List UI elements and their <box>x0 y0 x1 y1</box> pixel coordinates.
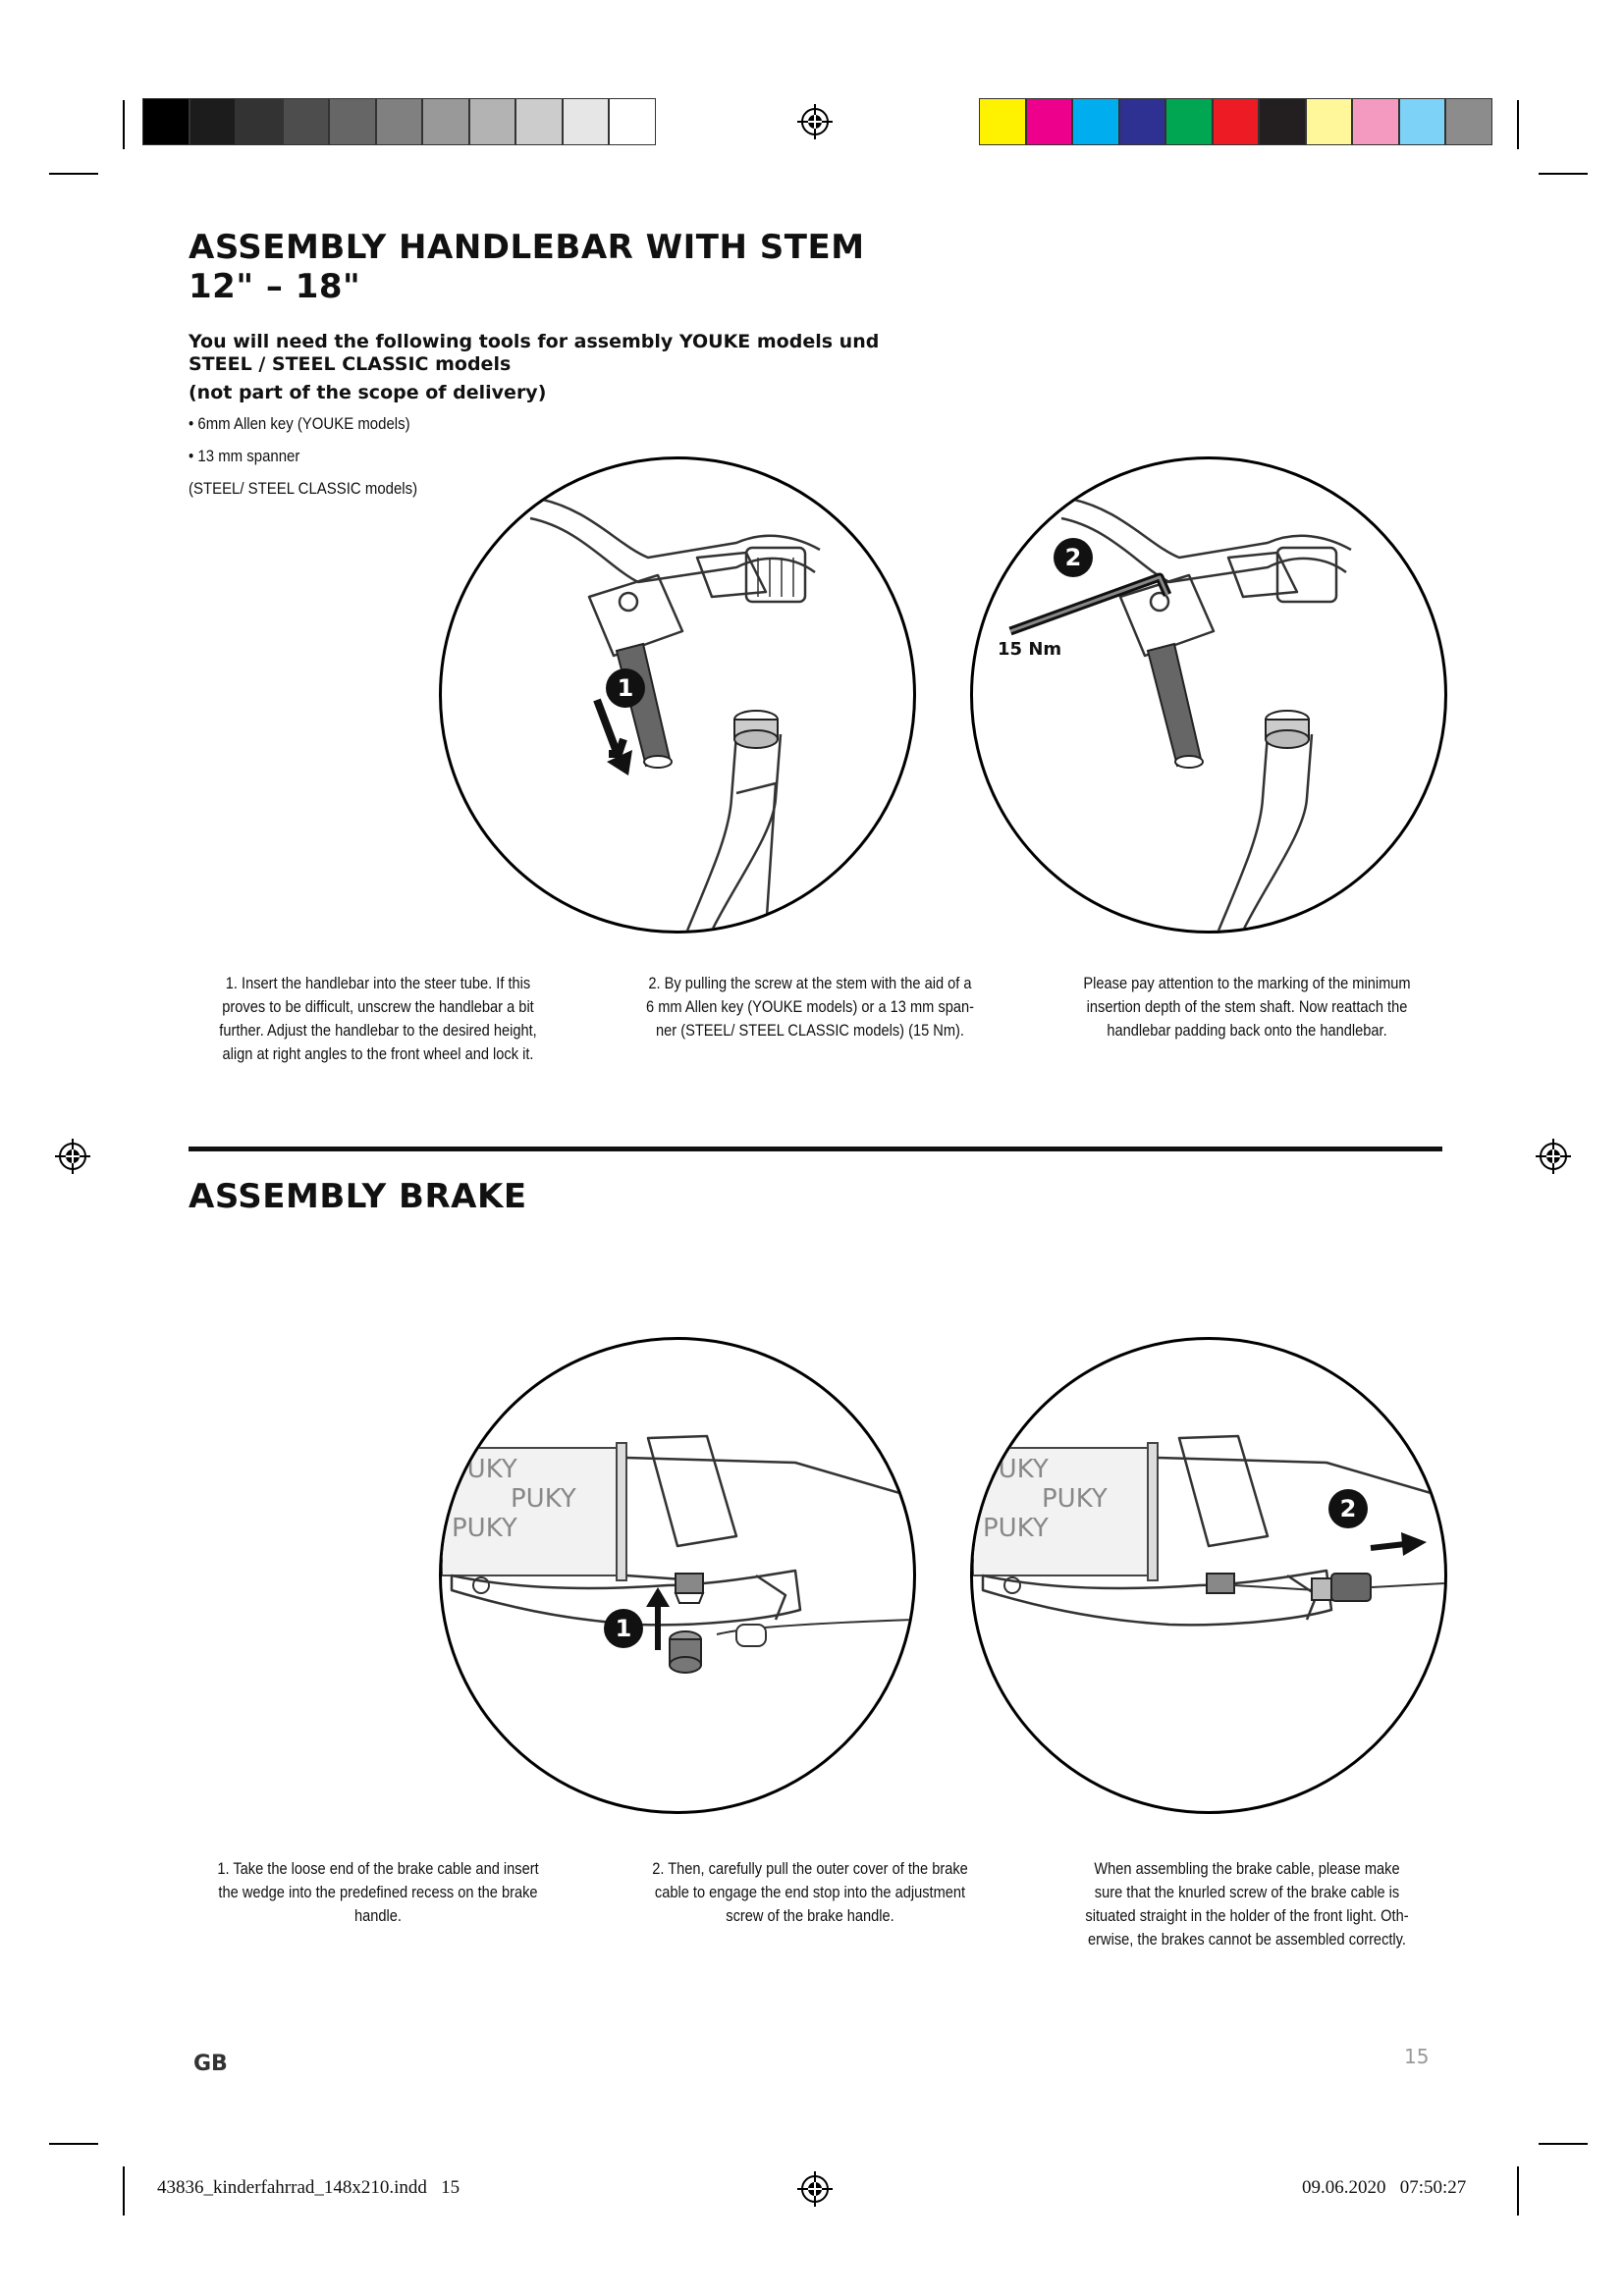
section-title-handlebar <box>189 228 1072 306</box>
torque-label: 15 Nm <box>998 639 1062 660</box>
gray-swatch <box>189 98 237 145</box>
illustration-insert-handlebar <box>439 456 916 934</box>
gray-swatch <box>563 98 610 145</box>
gray-swatch <box>329 98 376 145</box>
tool-item: • 6mm Allen key (YOUKE models) <box>189 414 410 433</box>
crop-mark <box>49 173 98 175</box>
title-size-range: 12" – 18" <box>189 267 361 306</box>
brake-lever-wedge-drawing <box>442 1340 913 1811</box>
color-swatch <box>1352 98 1399 145</box>
caption-line: proves to be difficult, unscrew the handlebar a bit <box>222 997 534 1016</box>
title-line: ASSEMBLY HANDLEBAR WITH STEM <box>189 228 865 267</box>
caption-line: When assembling the brake cable, please make <box>1094 1859 1400 1878</box>
gray-swatch <box>469 98 516 145</box>
grip-text: PUKY <box>983 1514 1049 1543</box>
color-swatch <box>1259 98 1306 145</box>
section-divider <box>189 1147 1442 1151</box>
handlebar-allen-key-drawing <box>973 459 1444 931</box>
grip-text: PUKY <box>452 1455 517 1484</box>
illustration-pull-cable <box>970 1337 1447 1814</box>
page-number: 15 <box>1404 2045 1430 2068</box>
language-label: GB <box>193 2052 228 2076</box>
tool-item: • 13 mm spanner <box>189 447 300 465</box>
tools-line: (not part of the scope of delivery) <box>189 382 547 403</box>
registration-mark-icon <box>797 2171 833 2207</box>
step-badge: 1 <box>606 668 645 708</box>
caption-line: the wedge into the predefined recess on the brake <box>218 1883 538 1901</box>
color-swatch <box>1072 98 1119 145</box>
tools-line: You will need the following tools for assembly YOUKE models und <box>189 331 880 352</box>
illustration-insert-wedge <box>439 1337 916 1814</box>
color-swatch <box>1306 98 1353 145</box>
registration-mark-icon <box>1536 1139 1571 1174</box>
gray-swatch <box>515 98 563 145</box>
caption-line: erwise, the brakes cannot be assembled correctly. <box>1088 1930 1406 1949</box>
tool-item: (STEEL/ STEEL CLASSIC models) <box>189 479 418 498</box>
color-swatch <box>1399 98 1446 145</box>
caption-line: align at right angles to the front wheel and lock it. <box>222 1044 534 1063</box>
caption-brake-note <box>1053 1857 1441 1951</box>
caption-line: handle. <box>354 1906 402 1925</box>
step-badge: 2 <box>1054 538 1093 577</box>
caption-step-2 <box>616 972 1004 1042</box>
color-swatch <box>1165 98 1213 145</box>
tools-line: STEEL / STEEL CLASSIC models <box>189 353 512 375</box>
caption-line: further. Adjust the handlebar to the desired height, <box>219 1021 537 1040</box>
crop-mark <box>1539 173 1588 175</box>
gray-swatch <box>376 98 423 145</box>
section-title-brake: ASSEMBLY BRAKE <box>189 1177 527 1216</box>
crop-mark <box>1517 2166 1519 2216</box>
gray-swatch <box>236 98 283 145</box>
gray-swatch <box>422 98 469 145</box>
caption-line: 1. Insert the handlebar into the steer tube. If this <box>225 974 531 992</box>
registration-mark-icon <box>797 104 833 139</box>
grip-text: PUKY <box>983 1455 1049 1484</box>
caption-line: handlebar padding back onto the handlebar. <box>1107 1021 1387 1040</box>
brake-lever-cable-drawing <box>973 1340 1444 1811</box>
crop-mark <box>1517 100 1519 149</box>
caption-brake-step-2 <box>616 1857 1004 1928</box>
caption-line: ner (STEEL/ STEEL CLASSIC models) (15 Nm). <box>656 1021 964 1040</box>
gray-swatch <box>142 98 189 145</box>
step-badge: 2 <box>1328 1489 1368 1528</box>
caption-line: situated straight in the holder of the front light. Oth- <box>1085 1906 1409 1925</box>
color-swatch <box>1119 98 1166 145</box>
gray-swatch <box>609 98 656 145</box>
caption-line: screw of the brake handle. <box>726 1906 894 1925</box>
caption-line: 6 mm Allen key (YOUKE models) or a 13 mm span- <box>646 997 974 1016</box>
caption-line: 1. Take the loose end of the brake cable and insert <box>217 1859 539 1878</box>
crop-mark <box>49 2143 98 2145</box>
crop-mark <box>123 100 125 149</box>
color-swatch <box>1026 98 1073 145</box>
footer-filename: 43836_kinderfahrrad_148x210.indd 15 <box>157 2177 460 2198</box>
caption-step-1 <box>184 972 572 1066</box>
tools-intro <box>189 331 1072 404</box>
step-badge: 1 <box>604 1609 643 1648</box>
caption-brake-step-1 <box>184 1857 572 1928</box>
caption-line: Please pay attention to the marking of the minimum <box>1083 974 1411 992</box>
color-swatch <box>979 98 1026 145</box>
gray-swatch <box>283 98 330 145</box>
caption-line: cable to engage the end stop into the adjustment <box>654 1883 966 1901</box>
color-swatch <box>1213 98 1260 145</box>
grip-text: PUKY <box>1042 1484 1108 1514</box>
illustration-tighten-screw <box>970 456 1447 934</box>
footer-timestamp: 09.06.2020 07:50:27 <box>1302 2177 1467 2198</box>
grip-text: PUKY <box>452 1514 517 1543</box>
caption-line: sure that the knurled screw of the brake cable is <box>1094 1883 1400 1901</box>
grip-text: PUKY <box>511 1484 576 1514</box>
crop-mark <box>1539 2143 1588 2145</box>
registration-mark-icon <box>55 1139 90 1174</box>
caption-line: 2. By pulling the screw at the stem with the aid of a <box>648 974 972 992</box>
caption-note <box>1053 972 1441 1042</box>
caption-line: insertion depth of the stem shaft. Now reattach the <box>1086 997 1408 1016</box>
caption-line: 2. Then, carefully pull the outer cover of the brake <box>652 1859 968 1878</box>
crop-mark <box>123 2166 125 2216</box>
handlebar-stem-drawing <box>442 459 913 931</box>
color-swatch <box>1445 98 1492 145</box>
